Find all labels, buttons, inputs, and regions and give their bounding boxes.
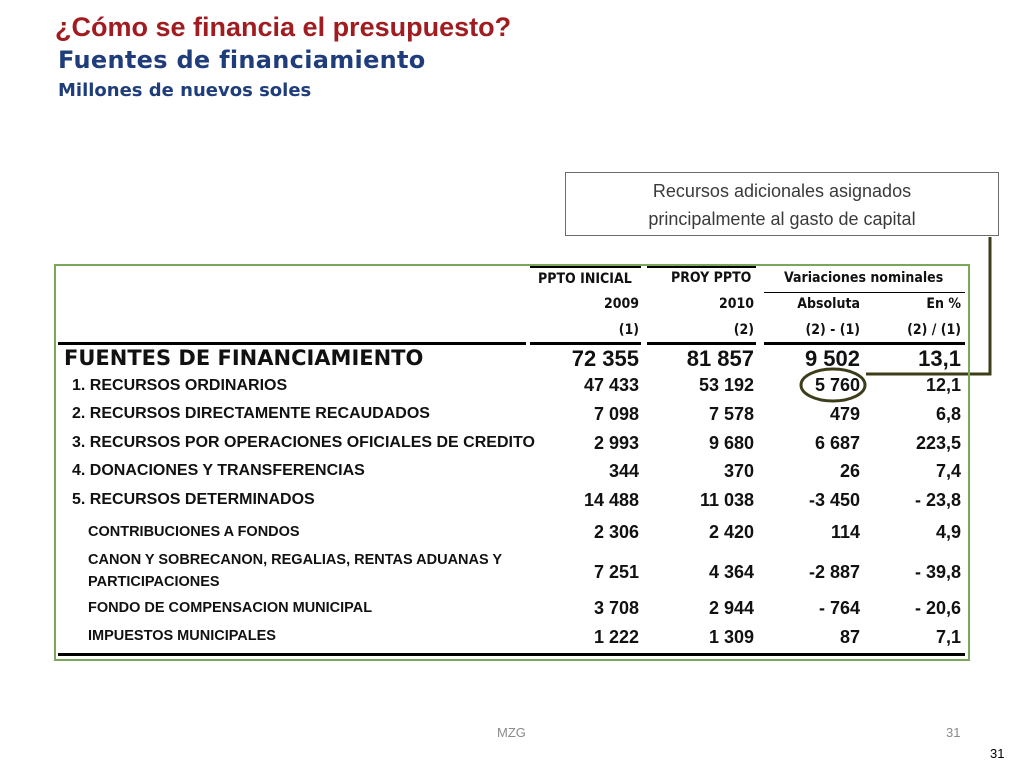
row-label: 3. RECURSOS POR OPERACIONES OFICIALES DE CREDITO — [72, 434, 535, 451]
header-ref-pct: (2) / (1) — [907, 322, 961, 338]
row-2009: 47 433 — [583, 375, 639, 395]
header-rule-col2 — [647, 266, 756, 268]
header-rule-bottom-col2 — [647, 342, 756, 345]
subrow-label-line2: PARTICIPACIONES — [88, 574, 220, 590]
header-ppto-inicial: PPTO INICIAL — [538, 271, 632, 287]
subrow-2009: 1 222 — [593, 627, 639, 647]
header-proy-ppto: PROY PPTO — [671, 270, 752, 286]
header-rule-variations — [764, 292, 965, 293]
row-pct: 223,5 — [915, 433, 961, 453]
callout-line-1: Recursos adicionales asignados — [652, 181, 912, 201]
callout-box — [565, 172, 999, 236]
subrow-pct: 7,1 — [935, 627, 961, 647]
total-label: FUENTES DE FINANCIAMIENTO — [64, 346, 424, 370]
total-pct: 13,1 — [918, 346, 961, 371]
header-variaciones: Variaciones nominales — [784, 270, 944, 286]
row-abs: 6 687 — [814, 433, 860, 453]
row-2010: 9 680 — [708, 433, 754, 453]
row-label: 2. RECURSOS DIRECTAMENTE RECAUDADOS — [72, 405, 430, 422]
subrow-2009: 7 251 — [593, 562, 639, 582]
row-label: 4. DONACIONES Y TRANSFERENCIAS — [72, 462, 365, 479]
header-ref-1: (1) — [618, 322, 639, 338]
row-abs-highlighted: 5 760 — [814, 375, 860, 395]
page-title: ¿Cómo se financia el presupuesto? — [55, 12, 512, 42]
row-label: 1. RECURSOS ORDINARIOS — [72, 377, 288, 394]
row-label: 5. RECURSOS DETERMINADOS — [72, 491, 315, 508]
header-year-2010: 2010 — [718, 296, 754, 312]
subrow-pct: - 20,6 — [914, 598, 961, 618]
subrow-2010: 2 420 — [708, 522, 754, 542]
row-pct: - 23,8 — [914, 490, 961, 510]
callout-line-2: principalmente al gasto de capital — [648, 209, 916, 229]
subrow-label-line1: CANON Y SOBRECANON, REGALIAS, RENTAS ADUANAS Y — [88, 552, 503, 568]
total-2009: 72 355 — [571, 346, 639, 371]
header-rule-bottom-vars — [764, 342, 965, 345]
header-ref-2: (2) — [733, 322, 754, 338]
subrow-abs: 114 — [830, 522, 860, 542]
total-abs: 9 502 — [804, 346, 860, 371]
subrow-2010: 4 364 — [708, 562, 754, 582]
subrow-abs: - 764 — [818, 598, 860, 618]
header-en-pct: En % — [926, 296, 961, 312]
subrow-2009: 2 306 — [593, 522, 639, 542]
total-2010: 81 857 — [686, 346, 754, 371]
subrow-abs: 87 — [839, 627, 860, 647]
row-abs: 479 — [829, 404, 860, 424]
row-2010: 370 — [723, 461, 754, 481]
row-2009: 2 993 — [593, 433, 639, 453]
row-2009: 7 098 — [593, 404, 639, 424]
row-2009: 344 — [608, 461, 639, 481]
row-pct: 7,4 — [935, 461, 961, 481]
subrow-pct: - 39,8 — [914, 562, 961, 582]
header-rule-bottom-col1 — [530, 342, 641, 345]
subrow-label: CONTRIBUCIONES A FONDOS — [88, 524, 300, 540]
subrow-abs: -2 887 — [808, 562, 860, 582]
footer-author: MZG — [497, 725, 526, 740]
subrow-2010: 1 309 — [708, 627, 754, 647]
subrow-2010: 2 944 — [708, 598, 754, 618]
row-2009: 14 488 — [583, 490, 639, 510]
row-abs: -3 450 — [808, 490, 860, 510]
subrow-label: FONDO DE COMPENSACION MUNICIPAL — [88, 600, 373, 616]
units-label: Millones de nuevos soles — [58, 80, 312, 101]
row-pct: 6,8 — [935, 404, 961, 424]
row-2010: 11 038 — [699, 490, 754, 510]
page-subtitle: Fuentes de financiamiento — [58, 46, 426, 74]
header-ref-abs: (2) - (1) — [805, 322, 860, 338]
header-rule-col1 — [530, 266, 641, 268]
footer-slide-number: 31 — [946, 725, 961, 740]
header-rule-bottom-labels — [58, 342, 526, 345]
header-absoluta: Absoluta — [797, 296, 860, 312]
table-bottom-rule — [58, 653, 965, 656]
row-pct: 12,1 — [925, 375, 961, 395]
row-2010: 7 578 — [708, 404, 754, 424]
subrow-2009: 3 708 — [593, 598, 639, 618]
subrow-pct: 4,9 — [935, 522, 961, 542]
subrow-label: IMPUESTOS MUNICIPALES — [88, 628, 276, 644]
header-year-2009: 2009 — [603, 296, 639, 312]
row-abs: 26 — [839, 461, 860, 481]
row-2010: 53 192 — [698, 375, 754, 395]
page-number: 31 — [990, 746, 1005, 761]
